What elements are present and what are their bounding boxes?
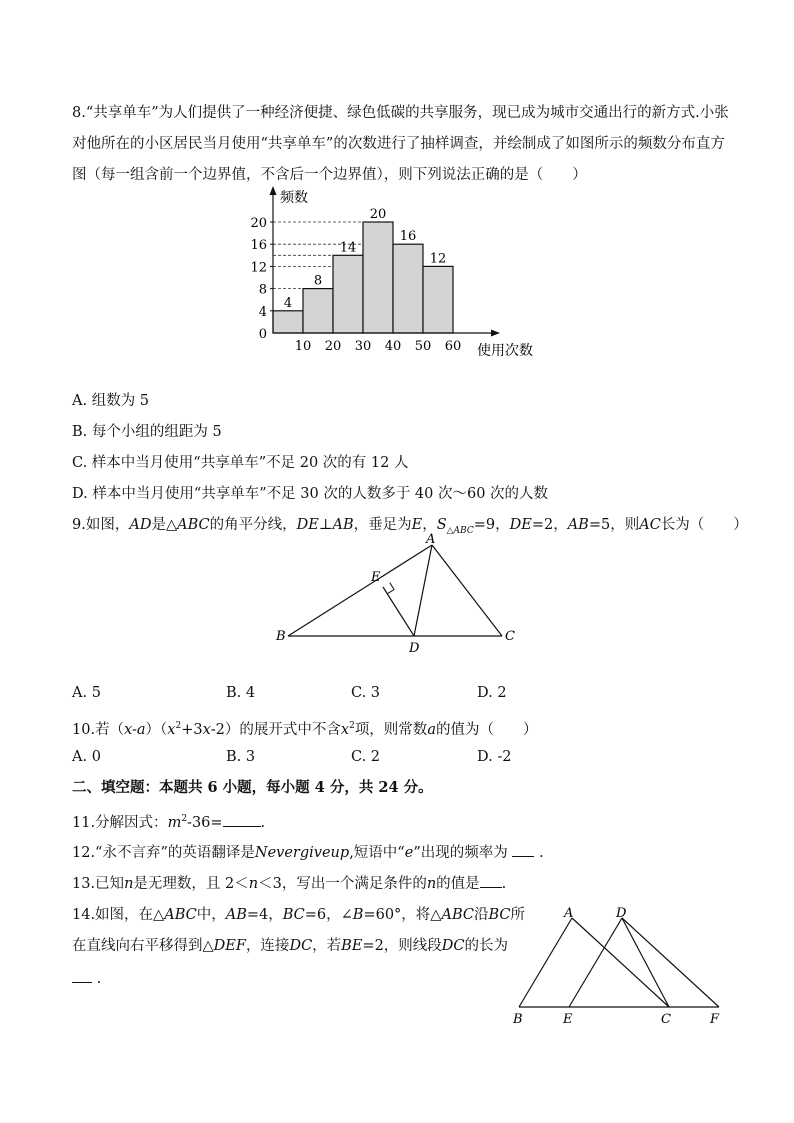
segment-ba [288,545,432,636]
q8-option-d: D. 样本中当月使用“共享单车”不足 30 次的人数多于 40 次～60 次的人数 [72,486,549,502]
x-tick-label-30: 30 [354,339,372,354]
x-tick-label-20: 20 [324,339,342,354]
segment-ac [572,918,669,1007]
q8-stem-line-3: 图（每一组含前一个边界值，不含后一个边界值），则下列说法正确的是（ ） [72,167,587,183]
bar-value-label-2: 14 [339,240,357,256]
q9-option-d: D. 2 [477,685,507,701]
bar-value-label-5: 12 [429,251,447,267]
segment-de [383,587,414,636]
segment-ac [432,545,502,636]
label-d: D [616,906,627,921]
label-b: B [276,629,286,644]
x-tick-label-40: 40 [384,339,402,354]
q14-stem-line-2: 在直线向右平移得到△DEF，连接DC，若BE=2，则线段DC的长为 [72,938,509,954]
q10-option-d: D. -2 [477,749,512,765]
histogram-bar-3 [363,222,393,333]
segment-dc [622,918,669,1007]
segment-ad [414,545,432,636]
x-tick-label-10: 10 [294,339,312,354]
histogram-bar-1 [303,289,333,333]
bar-value-label-0: 4 [283,295,293,311]
x-tick-label-60: 60 [444,339,462,354]
label-b: B [513,1012,523,1027]
q8-stem-line-1: 8.“共享单车”为人们提供了一种经济便捷、绿色低碳的共享服务，现已成为城市交通出行的新方式.小张 [72,105,729,121]
y-tick-label-0: 0 [258,327,267,342]
segment-de [569,918,622,1007]
bar-value-label-1: 8 [313,273,323,289]
q14-stem-line-1: 14.如图，在△ABC中，AB=4，BC=6，∠B=60°，将△ABC沿BC所 [72,907,525,923]
bar-value-label-4: 16 [399,229,417,245]
label-d: D [409,641,420,656]
q12-stem: 12.“永不言弃”的英语翻译是Nevergiveup,短语中“e”出现的频率为 . [72,842,544,863]
label-e: E [563,1012,573,1027]
q11-answer-blank[interactable] [223,812,261,827]
y-tick-label-16: 16 [250,238,267,254]
q8-option-a: A. 组数为 5 [72,393,150,409]
q9-option-c: C. 3 [351,685,381,701]
histogram-bar-4 [393,244,423,333]
y-tick-label-12: 12 [250,260,267,276]
q8-option-c: C. 样本中当月使用“共享单车”不足 20 次的有 12 人 [72,455,409,471]
y-axis-arrow [270,186,277,195]
label-c: C [505,629,515,644]
x-tick-label-50: 50 [414,339,432,354]
q9-triangle-figure [270,532,530,660]
q12-answer-blank[interactable] [512,842,534,857]
label-a: A [426,532,436,547]
y-tick-labels [250,216,273,342]
q14-stem-line-3: . [72,968,101,989]
q13-answer-blank[interactable] [480,873,502,888]
q11-stem: 11.分解因式：$m^2-36=$ . [72,809,265,833]
x-axis-arrow [491,330,500,337]
label-a: A [564,906,574,921]
q9-option-a: A. 5 [72,685,101,701]
q10-option-c: C. 2 [351,749,381,765]
x-tick-labels [295,339,462,354]
q10-option-b: B. 3 [226,749,256,765]
q9-stem: 9.如图，AD是△ABC的角平分线，DE⊥AB，垂足为E，$S_{\triangle ABC}=9$，DE=2，AB=5，则AC长为（ ） [72,517,748,536]
segment-ab [519,918,572,1007]
frequency-histogram [240,180,560,365]
histogram-bar-0 [273,311,303,333]
y-tick-label-4: 4 [258,304,267,320]
q13-stem: 13.已知n是无理数，且 2＜n＜3，写出一个满足条件的n的值是 . [72,873,506,894]
q14-answer-blank[interactable] [72,968,92,983]
label-c: C [661,1012,671,1027]
q14-translation-figure [505,903,730,1028]
q8-stem-line-2: 对他所在的小区居民当月使用“共享单车”的次数进行了抽样调查，并绘制成了如图所示的频数分布直方 [72,136,725,152]
segment-df [622,918,719,1007]
q9-option-b: B. 4 [226,685,256,701]
label-e: E [371,570,381,585]
histogram-bar-5 [423,266,453,333]
bar-value-label-3: 20 [369,207,387,222]
q10-option-a: A. 0 [72,749,101,765]
y-tick-label-8: 8 [258,282,267,298]
q8-option-b: B. 每个小组的组距为 5 [72,424,222,440]
histogram-bar-2 [333,255,363,333]
label-f: F [710,1012,720,1027]
q10-stem: 10.若$(x-a)(x^2+3x-2)$的展开式中不含$x^2$项，则常数a的值为（ ） [72,721,538,738]
y-axis-label: 频数 [280,190,308,206]
section-heading-fill-blank: 二、填空题：本题共 6 小题，每小题 4 分，共 24 分。 [72,779,433,796]
x-axis-label: 使用次数 [477,343,533,359]
y-tick-label-20: 20 [250,216,267,231]
right-angle-mark [387,583,394,594]
histogram-bars [273,222,453,333]
